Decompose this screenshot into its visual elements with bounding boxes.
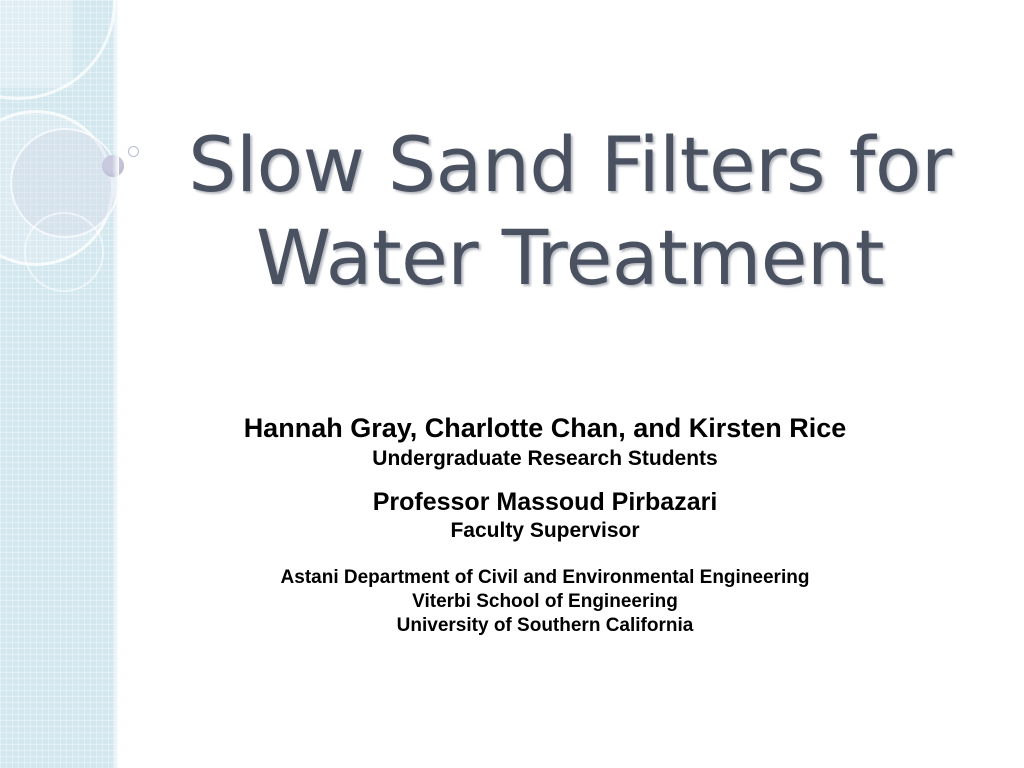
affiliation-line-2: Viterbi School of Engineering (412, 591, 678, 612)
decorative-small-bubble-icon (128, 146, 139, 157)
supervisor-role-line: Faculty Supervisor (450, 519, 640, 542)
affiliation-line-3: University of Southern California (396, 615, 694, 636)
authors-line: Hannah Gray, Charlotte Chan, and Kirsten Rice (243, 413, 847, 443)
decorative-circle-icon (24, 212, 104, 292)
affiliation-line-1: Astani Department of Civil and Environmental Engineering (280, 567, 810, 588)
authors-role-line: Undergraduate Research Students (372, 447, 718, 470)
slide-subtitle (110, 412, 980, 638)
slide-title (150, 118, 990, 304)
decorative-band-fade (112, 0, 119, 768)
slide-title-line-2: Water Treatment (255, 213, 885, 302)
affiliation-block (110, 566, 980, 638)
slide-title-line-1: Slow Sand Filters for (188, 120, 952, 209)
supervisor-line: Professor Massoud Pirbazari (372, 488, 718, 516)
